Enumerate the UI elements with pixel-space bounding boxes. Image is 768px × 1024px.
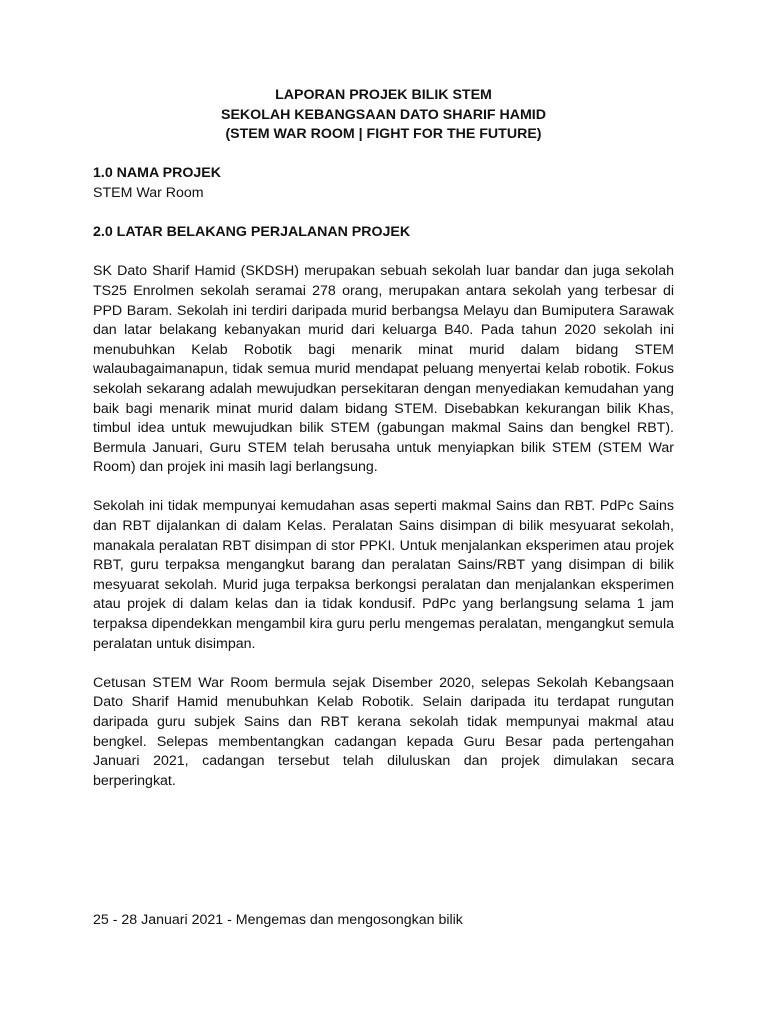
section-background	[93, 223, 674, 791]
project-name-text: STEM War Room	[93, 184, 204, 201]
section-2-heading: 2.0 LATAR BELAKANG PERJALANAN PROJEK	[93, 224, 411, 241]
timeline-entry: 25 - 28 Januari 2021 - Mengemas dan mengosongkan bilik	[93, 912, 463, 928]
section-project-name	[93, 164, 674, 203]
background-paragraph-1: SK Dato Sharif Hamid (SKDSH) merupakan sebuah sekolah luar bandar dan juga sekolah TS25 Enrolmen sekolah seramai 278 orang, merupakan antara sekolah yang terbesar di PPD Baram. Sekolah ini terdiri daripada murid berbangsa Melayu dan Bumiputera Sarawak dan latar belakang kebanyakan murid dari keluarga B40. Pada tahun 2020 sekolah ini menubuhkan Kelab Robotik bagi menarik minat murid dalam bidang STEM walaubagaimanapun, tidak semua murid mendapat peluang menyertai kelab robotik. Fokus sekolah sekarang adalah mewujudkan persekitaran dengan menyediakan kemudahan yang baik bagi menarik minat murid dalam bidang STEM. Disebabkan kekurangan bilik Khas, timbul idea untuk mewujudkan bilik STEM (gabungan makmal Sains dan bengkel RBT). Bermula Januari, Guru STEM telah berusaha untuk menyiapkan bilik STEM (STEM War Room) dan projek ini masih lagi berlangsung.	[93, 263, 674, 476]
background-paragraph-2: Sekolah ini tidak mempunyai kemudahan asas seperti makmal Sains dan RBT. PdPc Sains dan RBT dijalankan di dalam Kelas. Peralatan Sains disimpan di bilik mesyuarat sekolah, manakala peralatan RBT disimpan di stor PPKI. Untuk menjalankan eksperimen atau projek RBT, guru terpaksa mengangkut barang dan peralatan Sains/RBT yang disimpan di bilik mesyuarat sekolah. Murid juga terpaksa berkongsi peralatan dan menjalankan eksperimen atau projek di dalam kelas dan ia tidak kondusif. PdPc yang berlangsung selama 1 jam terpaksa dipendekkan mengambil kira guru perlu mengemas peralatan, mengangkut semula peralatan untuk disimpan.	[93, 498, 674, 652]
background-paragraph-3: Cetusan STEM War Room bermula sejak Disember 2020, selepas Sekolah Kebangsaan Dato Sharif Hamid menubuhkan Kelab Robotik. Selain daripada itu terdapat rungutan daripada guru subjek Sains dan RBT kerana sekolah tidak mempunyai makmal atau bengkel. Selepas membentangkan cadangan kepada Guru Besar pada pertengahan Januari 2021, cadangan tersebut telah diluluskan dan projek dimulakan secara berperingkat.	[93, 674, 674, 789]
report-title	[93, 86, 674, 145]
document-page	[93, 86, 674, 811]
section-1-heading: 1.0 NAMA PROJEK	[93, 165, 221, 182]
title-line-1: LAPORAN PROJEK BILIK STEM	[275, 87, 492, 103]
title-line-3: (STEM WAR ROOM | FIGHT FOR THE FUTURE)	[225, 126, 542, 143]
title-line-2: SEKOLAH KEBANGSAAN DATO SHARIF HAMID	[220, 106, 546, 123]
